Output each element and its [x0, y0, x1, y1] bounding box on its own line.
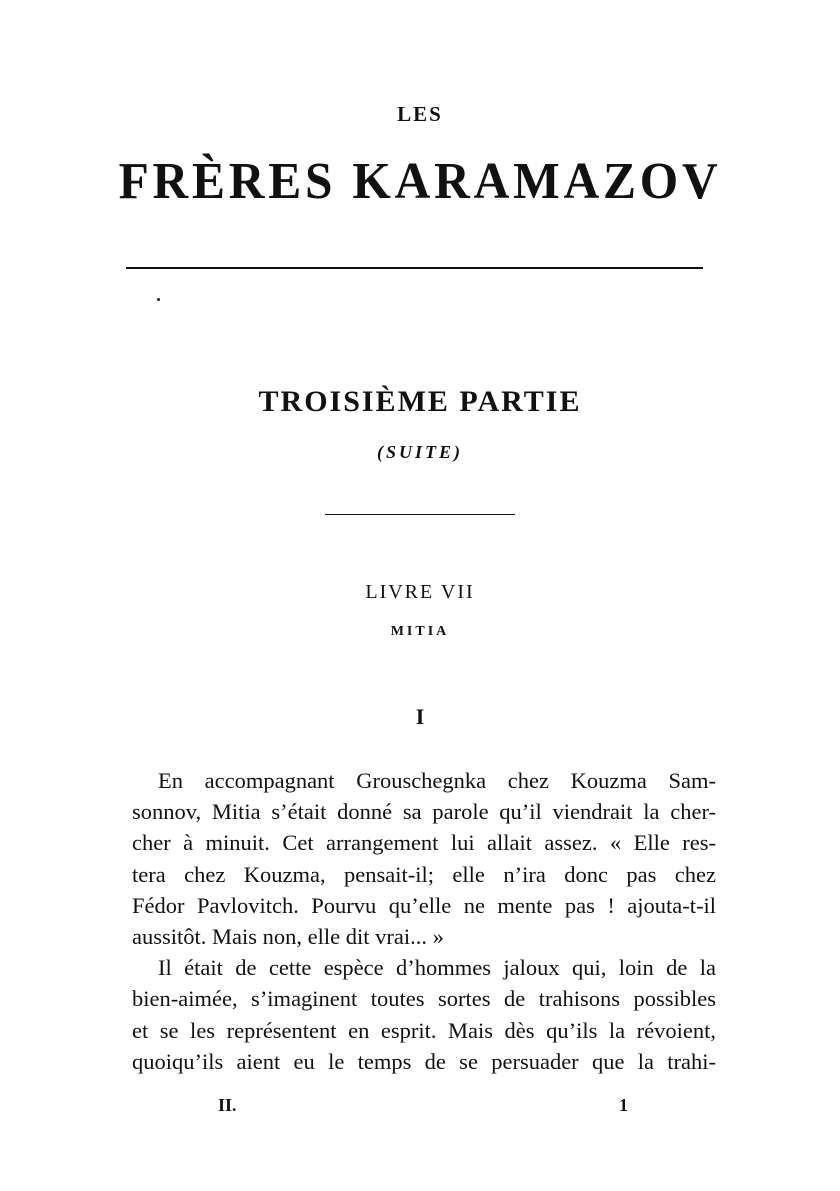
text-line: sonnov, Mitia s’était donné sa parole qu’il viendrait la cher-: [132, 799, 716, 825]
section-rule: [325, 514, 515, 515]
body-text: [132, 765, 716, 1077]
text-line: bien-aimée, s’imaginent toutes sortes de trahisons possibles: [132, 986, 716, 1012]
text-line: En accompagnant Grouschegnka chez Kouzma Sam-: [158, 768, 716, 793]
sheet-number: 1: [619, 1095, 628, 1115]
text-line: quoiqu’ils aient eu le temps de se persuader que la trahi-: [132, 1048, 716, 1074]
book-name: MITIA: [390, 624, 450, 639]
chapter-number: I: [415, 704, 425, 729]
title-rule: [126, 267, 703, 269]
ink-speck: [157, 298, 160, 301]
text-line: tera chez Kouzma, pensait-il; elle n’ira donc pas chez: [132, 861, 716, 887]
text-line: Il était de cette espèce d’hommes jaloux qui, loin de la: [158, 955, 716, 981]
text-line: aussitôt. Mais non, elle dit vrai... »: [132, 924, 444, 950]
text-line: et se les représentent en esprit. Mais dès qu’ils la révoient,: [132, 1017, 716, 1043]
text-line: cher à minuit. Cet arrangement lui allait assez. « Elle res-: [132, 830, 716, 856]
part-subtitle: (SUITE): [376, 442, 463, 462]
signature-mark: II.: [218, 1095, 237, 1115]
pre-title: LES: [397, 102, 443, 126]
book-title: FRÈRES KARAMAZOV: [118, 153, 722, 210]
part-heading: TROISIÈME PARTIE: [258, 385, 582, 418]
book-heading: LIVRE VII: [365, 581, 475, 603]
text-line: Fédor Pavlovitch. Pourvu qu’elle ne mente pas ! ajouta-t-il: [132, 892, 716, 918]
